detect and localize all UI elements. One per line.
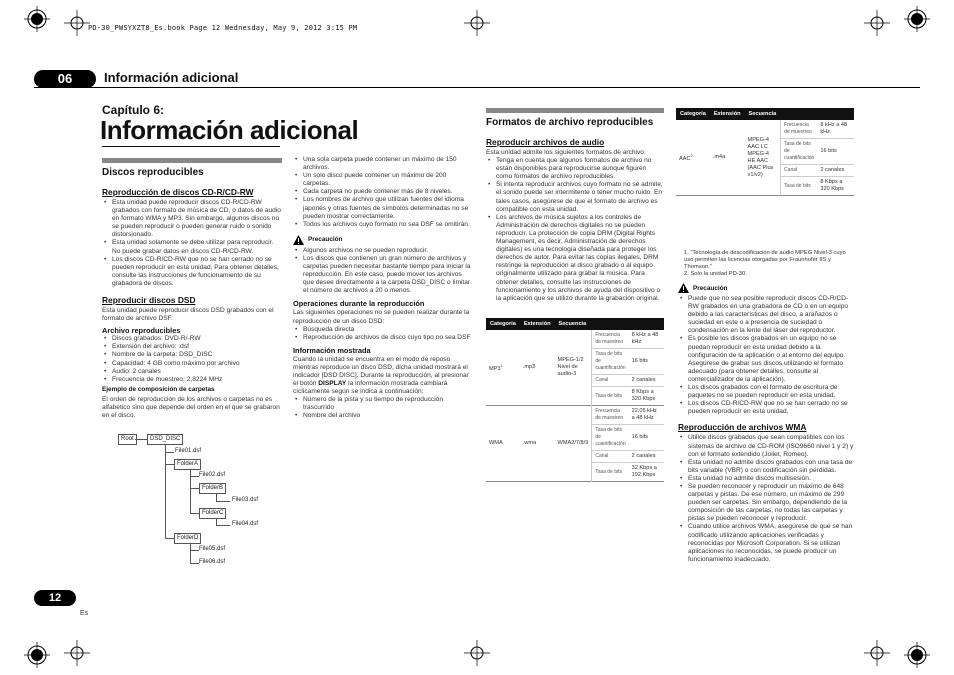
list-item: • Esta unidad solamente se debe utilizar para reproducir. No puede grabar datos en discos CD-R/CD-RW. — [102, 239, 282, 255]
operations-title: Operaciones durante la reproducción — [293, 299, 425, 309]
tree-file-05: File05.dsf — [199, 546, 226, 552]
section-title-formatos: Formatos de archivo reproducibles — [486, 117, 654, 128]
table-header-cell: Secuencia — [745, 108, 781, 120]
tree-folder-d: FolderD — [174, 533, 201, 544]
caution-list — [293, 247, 471, 296]
page-number-tab: 12 — [34, 590, 76, 606]
table-cell-category: $MP3^1$ — [489, 363, 503, 372]
crosshair-mark-icon — [864, 10, 890, 36]
list-item: • Nombre de la carpeta: DSD_DISC — [102, 351, 282, 359]
table-header-cell: Extensión — [520, 318, 555, 330]
table-cell-extension: .m4a — [712, 154, 726, 160]
ejemplo-title: Ejemplo de composición de carpetas — [102, 385, 215, 393]
list-item: • Frecuencia de muestreo: 2,8224 MHz — [102, 376, 282, 384]
table-cell-extension: .wma — [522, 440, 537, 446]
audio-intro: Esta unidad admite los siguientes formatos de archivo. — [486, 149, 646, 156]
tree-folder-a: FolderA — [174, 459, 201, 470]
info-text-part2: la información mostrada cambiará cíclicamente según se indica a continuación: — [293, 380, 448, 396]
crosshair-mark-icon — [464, 10, 490, 36]
tree-file-03: File03.dsf — [232, 497, 259, 503]
table-cell-param: Tasa de bits — [781, 177, 818, 196]
table-header-cell — [781, 108, 818, 120]
list-item: • Búsqueda directa — [293, 326, 471, 334]
caution-heading — [293, 235, 471, 245]
tree-folder-dsd: DSD_DISC — [147, 434, 183, 445]
ejemplo-text: El orden de reproducción de los archivos o carpetas no es alfabético sino que depende del orden en el que se grabaron en el disco. — [102, 395, 280, 419]
chapter-label: Capítulo 6: — [102, 103, 164, 117]
list-item: • Cuando utilice archivos WMA, asegúrese de que se han codificado utilizando aplicaciones verificadas y reconocidas por Microsoft Corporation. Si se utilizan aplicaciones no reconocidas, se puede producir un funcionamiento inadecuado. — [678, 523, 856, 563]
table-cell-value: 32 Kbps a 192 Kbps — [631, 465, 657, 478]
caution-label: Precaución — [308, 236, 343, 244]
table-header-cell — [817, 108, 854, 120]
table-header-row — [676, 108, 854, 120]
table-cell-param: Tasa de bits — [592, 463, 629, 482]
table-cell-value: 2 canales — [817, 165, 854, 177]
list-item: • Los discos grabados con el formato de escritura de paquetes no se pueden reproducir en esta unidad. — [678, 384, 856, 400]
list-item: • Algunos archivos no se pueden reproducir. — [293, 247, 471, 255]
audio-format-table — [486, 318, 664, 482]
table-cell-param: Frecuencia de muestreo — [592, 330, 629, 349]
table-cell-value: 22,05 kHz a 48 kHz — [629, 406, 664, 425]
table-cell-category: AAC$^2$ — [679, 153, 693, 162]
tree-file-02: File02.dsf — [199, 472, 226, 478]
footnote: 2. Solo la unidad PD-30. — [684, 271, 747, 277]
column-2 — [293, 156, 471, 421]
page-title: Información adicional — [100, 115, 359, 145]
info-list — [293, 396, 471, 420]
caution-label: Precaución — [693, 284, 728, 292]
section-rule — [102, 158, 282, 163]
list-item: • Extensión del archivo: .dsf — [102, 343, 282, 351]
list-item: • Una sola carpeta puede contener un máximo de 150 archivos. — [293, 156, 471, 172]
tree-connector — [190, 513, 199, 514]
list-item: • Reproducción de archivos de disco cuyo tipo no sea DSF — [293, 334, 471, 342]
footnote: 1. “Tecnología de descodificación de audio MPEG Nivel-3 cuyo uso permiten las licencias otorgadas por Fraunhofer IIS y Thomson.” — [684, 250, 846, 270]
table-cell-value: 2 canales — [629, 375, 664, 387]
list-item: • Es posible los discos grabados en un equipo no se puedan reproducir en esta unidad debido a la configuración de la aplicación o al entorno del equipo. Asegúrese de grabar sus discos utilizando el formato adecuado (para obtener detalles, consulte al comercializador de la aplicación). — [678, 335, 856, 384]
table-cell-value: 16 bits — [817, 139, 854, 165]
caution-heading — [678, 283, 856, 293]
list-item: • Tenga en cuenta que algunos formatos de archivo no están disponibles para reproducirse aunque figuren como formatos de archivo reproducibles. — [486, 157, 664, 181]
archivo-list — [102, 335, 282, 384]
table-cell-value: 2 canales — [629, 451, 664, 463]
table-header-cell: Categoría — [486, 318, 520, 330]
table-cell-param: Tasa de bits de cuantificación — [592, 349, 629, 375]
info-title: Información mostrada — [293, 345, 371, 355]
file-info-line: PD-30_PWSYXZT8_Es.book Page 12 Wednesday, May 9, 2012 3:15 PM — [88, 24, 358, 32]
archivo-title: Archivo reproducibles — [102, 326, 181, 336]
tree-connector — [190, 563, 199, 564]
table-row — [486, 406, 664, 425]
crosshair-mark-icon — [64, 10, 90, 36]
tree-folder-c: FolderC — [199, 508, 226, 519]
table-header-cell — [592, 318, 629, 330]
table-cell-param: Tasa de bits de cuantificación — [592, 425, 629, 451]
list-item: • Un solo disco puede contener un máximo de 200 carpetas. — [293, 172, 471, 188]
list-item: • Los nombres de archivo que utilizan fuentes del idioma japonés y otras fuentes de símbolos determinadas no se pueden mostrar correctamente. — [293, 196, 471, 220]
list-item: • Número de la pista y su tiempo de reproducción trascurrido — [293, 396, 471, 412]
tree-file-01: File01.dsf — [175, 448, 202, 454]
table-cell-param: Frecuencia de muestreo — [592, 406, 629, 425]
subsection-title-cd: Reproducción de discos CD-R/CD-RW — [102, 187, 254, 197]
folder-tree — [118, 432, 278, 572]
tree-connector — [216, 525, 230, 526]
dsd-limits-list — [293, 156, 471, 229]
table-cell-param: Frecuencia de muestreo — [781, 120, 818, 139]
table-header-cell: Extensión — [710, 108, 745, 120]
caution-list — [678, 295, 856, 416]
list-item: • Esta unidad no admite discos grabados con una tasa de bits variable (VBR) o con codificación sin pérdidas. — [678, 459, 856, 475]
table-row — [676, 120, 854, 139]
info-text — [293, 356, 471, 396]
info-text-part1: Cuando la unidad se encuentra en el modo de reposo mientras reproduce un disco DSD, dicha unidad mostrará el indicador [DSD DISC]. Durante la reproducción, al presionar el botón — [293, 355, 469, 388]
operations-list — [293, 326, 471, 342]
table-cell-param: Canal — [592, 451, 629, 463]
operations-text: Las siguientes operaciones no se pueden realizar durante la reproducción de un disco DSD: — [293, 309, 470, 325]
list-item: • Los discos que contienen un gran número de archivos y carpetas pueden necesitar bastante tiempo para iniciar la reproducción. En este caso, puede mover los archivos que desee directamente a la carpeta DSD_DISC o limitar el número de archivos a 20 o menos. — [293, 255, 471, 295]
crosshair-mark-icon — [864, 640, 890, 666]
crosshair-mark-icon — [64, 640, 90, 666]
table-cell-value: 8 kHz a 48 kHz — [817, 120, 854, 139]
aac-format-table — [676, 108, 854, 196]
dsd-intro: Esta unidad puede reproducir discos DSD grabados con el formato de archivo DSF. — [102, 307, 274, 323]
audio-list — [486, 157, 664, 303]
table-row — [486, 330, 664, 349]
table-cell-sequence: MPEG-4 AAC LC MPEG-4 HE AAC (AAC Plus v1/v2) — [747, 136, 774, 178]
table-cell-value: 8 Kbps a 320 Kbps — [631, 389, 656, 402]
column-3 — [486, 108, 664, 303]
tree-connector — [190, 476, 199, 477]
column-1 — [102, 158, 282, 420]
list-item: • Capacidad: 4 GB como máximo por archivo — [102, 360, 282, 368]
list-item: • Los discos CD-R/CD-RW que no se han cerrado no se pueden reproducir en esta unidad. — [678, 400, 856, 416]
chapter-header-title: Información adicional — [104, 70, 239, 85]
chapter-number-tab: 06 — [34, 70, 96, 88]
list-item: • Discos grabados: DVD-R/-RW — [102, 335, 282, 343]
table-cell-value: 16 bits — [629, 425, 664, 451]
tree-connector — [190, 488, 199, 489]
list-item: • Puede que no sea posible reproducir discos CD-R/CD-RW grabados en una grabadora de CD o en un equipo debido a las características del disco, a arañazos o suciedad en este o a presencia de suciedad o condensación en la lente del láser del reproductor. — [678, 295, 856, 335]
tree-connector — [190, 543, 191, 563]
registration-mark-icon — [24, 642, 50, 668]
wma-list — [678, 434, 856, 564]
list-item: • Se pueden reconocer y reproducir un máximo de 648 carpetas y pistas. De ese número, un máximo de 299 pueden ser carpetas. Sin embargo, dependiendo de la composición de las carpetas, no todas las carpetas y pistas se pueden reconocer y reproducir. — [678, 483, 856, 523]
list-item: • Todos los archivos cuyo formato no sea DSF se omitirán. — [293, 221, 471, 229]
tree-connector — [165, 538, 174, 539]
table-header-cell: Secuencia — [555, 318, 592, 330]
table-cell-value: 16 bits — [629, 349, 664, 375]
tree-connector — [165, 464, 174, 465]
warning-icon — [678, 283, 689, 293]
table-header-row — [486, 318, 664, 330]
subsection-title-dsd: Reproducir discos DSD — [102, 295, 196, 306]
tree-connector — [165, 452, 174, 453]
table-cell-param: Canal — [592, 375, 629, 387]
table-cell-sequence: WMA2/7/8/9 — [557, 440, 589, 446]
section-title-discos: Discos reproducibles — [102, 167, 204, 178]
subsection-title-wma: Reproducción de archivos WMA — [678, 422, 807, 433]
chapter-header-rule — [34, 87, 920, 88]
list-item: • Utilice discos grabados que sean compatibles con los sistemas de archivo de CD-ROM (ISO9660 nivel 1 y 2) y con el formato extendido (Joliet, Romeo). — [678, 434, 856, 458]
subsection-title-audio: Reproducir archivos de audio — [486, 137, 605, 147]
tree-file-06: File06.dsf — [199, 559, 226, 565]
registration-mark-icon — [24, 6, 50, 32]
table-cell-value: 8 Kbps a 320 Kbps — [820, 179, 844, 192]
list-item: • Si intenta reproducir archivos cuyo formato no se admite, el sonido puede ser intermitente o tener mucho ruido. En tales casos, asegúrese de que el formato de archivo es compatible con esta unidad. — [486, 181, 664, 213]
display-button-label: DISPLAY — [318, 380, 347, 388]
list-item: • Cada carpeta no puede contener más de 8 niveles. — [293, 188, 471, 196]
section-rule — [486, 108, 664, 113]
crosshair-mark-icon — [464, 640, 490, 666]
tree-connector — [135, 439, 147, 440]
tree-connector — [190, 550, 199, 551]
table-cell-param: Tasa de bits de cuantificación — [781, 139, 818, 165]
tree-connector — [216, 501, 230, 502]
list-item: • Los archivos de música sujetos a los controles de Administración de derechos digitales no se pueden reproducir. La protección de copia DRM (Digital Rights Management, es decir, Administración de derechos digitales) es una tecnología diseñada para proteger los derechos de autor. Para evitar las copias ilegales, DRM restringe la reproducción al disco grabado o al equipo originalmente utilizado para grabar la música. Para obtener detalles, consulte las instrucciones de funcionamiento y los archivos de ayuda del dispositivo o la aplicación que se utilizó durante la grabación original. — [486, 214, 664, 303]
tree-root: Root — [118, 434, 137, 445]
list-item: • Esta unidad no admite discos multisesión. — [678, 475, 856, 483]
registration-mark-icon — [904, 642, 930, 668]
column-4 — [678, 250, 856, 564]
list-item: • Esta unidad puede reproducir discos CD-R/CD-RW grabados con formato de música de CD, o datos de audio en formato WMA y MP3. Sin embargo, algunos discos no se pueden reproducir o pueden generar ruido o sonido distorsionado. — [102, 199, 282, 239]
table-cell-category: WMA — [489, 440, 503, 446]
list-item: • Nombre del archivo — [293, 412, 471, 420]
table-cell-sequence: MPEG-1/2 Nivel de audio-3 — [557, 357, 584, 377]
title-underline — [102, 146, 280, 147]
table-cell-value: 8 kHz a 48 kHz — [629, 330, 664, 349]
cd-list — [102, 199, 282, 288]
table-header-cell — [629, 318, 664, 330]
warning-icon — [293, 235, 304, 245]
tree-folder-b: FolderB — [199, 483, 226, 494]
table-cell-param: Canal — [781, 165, 818, 177]
tree-connector — [216, 493, 217, 501]
list-item: • Los discos CD-R/CD-RW que no se han cerrado no se pueden reproducir en esta unidad. Para obtener detalles, consulte las instrucciones de funcionamiento de su grabadora de discos. — [102, 256, 282, 288]
table-cell-extension: .mp3 — [522, 364, 536, 370]
tree-connector — [216, 518, 217, 525]
tree-connector — [165, 444, 166, 538]
registration-mark-icon — [904, 6, 930, 32]
language-code: Es — [80, 610, 89, 617]
table-header-cell: Categoría — [676, 108, 710, 120]
tree-file-04: File04.dsf — [232, 521, 259, 527]
list-item: • Audio: 2 canales — [102, 368, 282, 376]
table-cell-param: Tasa de bits — [592, 387, 629, 406]
